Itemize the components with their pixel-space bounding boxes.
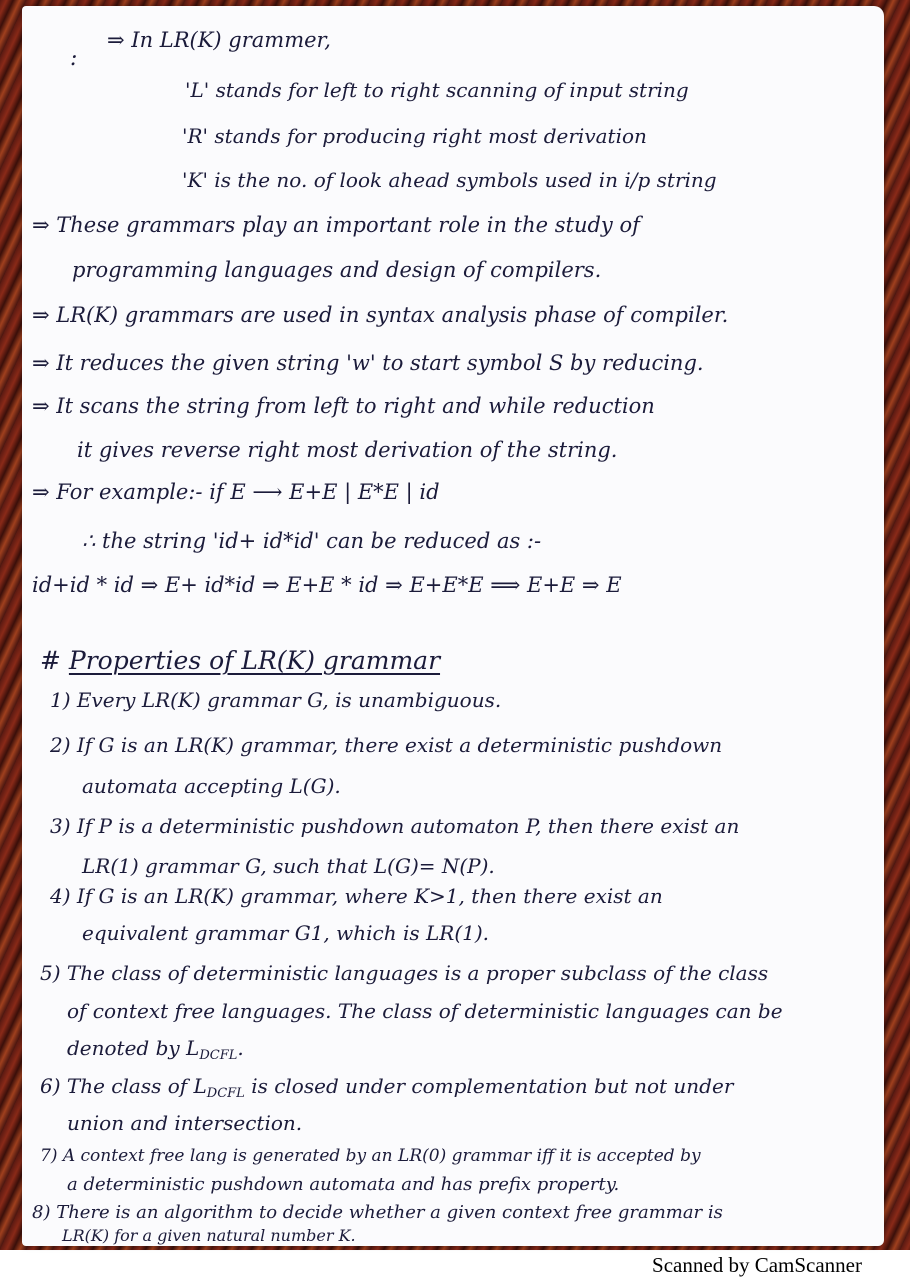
dcfl-subscript: DCFL: [199, 1048, 238, 1063]
intro-title: ⇒ In LR(K) grammer,: [107, 28, 331, 52]
property-8-cont: LR(K) for a given natural number K.: [62, 1226, 356, 1245]
margin-dots: :: [70, 46, 78, 71]
l-definition: 'L' stands for left to right scanning of input string: [185, 78, 689, 102]
point-scans-string-cont: it gives reverse right most derivation of the string.: [77, 438, 618, 462]
property-5-cont: of context free languages. The class of deterministic languages can be: [67, 999, 783, 1023]
example-reduction: id+id * id ⇒ E+ id*id ⇒ E+E * id ⇒ E+E*E ⟹ E+E ⇒ E: [32, 573, 622, 597]
property-2: 2) If G is an LR(K) grammar, there exist a deterministic pushdown: [50, 733, 723, 757]
property-4-cont: equivalent grammar G1, which is LR(1).: [82, 921, 490, 945]
property-3: 3) If P is a deterministic pushdown automaton P, then there exist an: [50, 814, 740, 838]
property-6-start: 6) The class of: [40, 1074, 188, 1098]
point-grammars-role: ⇒ These grammars play an important role in the study of: [32, 213, 640, 237]
r-definition: 'R' stands for producing right most derivation: [182, 124, 647, 148]
property-1: 1) Every LR(K) grammar G, is unambiguous.: [50, 688, 502, 712]
notebook-page: [22, 6, 884, 1246]
property-4: 4) If G is an LR(K) grammar, where K>1, then there exist an: [50, 884, 663, 908]
property-7-cont: a deterministic pushdown automata and has prefix property.: [67, 1174, 620, 1195]
properties-heading: [40, 646, 440, 676]
property-8: 8) There is an algorithm to decide whether a given context free grammar is: [32, 1202, 723, 1223]
scanner-watermark: Scanned by CamScanner: [652, 1253, 862, 1277]
property-3-cont: LR(1) grammar G, such that L(G)= N(P).: [82, 854, 495, 878]
property-6-cont: union and intersection.: [67, 1111, 303, 1135]
property-7: 7) A context free lang is generated by an LR(0) grammar iff it is accepted by: [40, 1146, 701, 1166]
property-6-end: is closed under complementation but not under: [251, 1074, 734, 1098]
hash-symbol: #: [40, 646, 61, 675]
k-definition: 'K' is the no. of look ahead symbols used in i/p string: [182, 168, 717, 192]
property-5: 5) The class of deterministic languages is a proper subclass of the class: [40, 961, 769, 985]
dcfl-subscript-2: DCFL: [206, 1086, 245, 1101]
point-grammars-role-cont: programming languages and design of compilers.: [72, 258, 602, 282]
point-scans-string: ⇒ It scans the string from left to right and while reduction: [32, 394, 655, 418]
example-grammar: ⇒ For example:- if E ⟶ E+E | E*E | id: [32, 480, 440, 504]
denoted-by-text: denoted by L: [67, 1036, 200, 1060]
property-2-cont: automata accepting L(G).: [82, 774, 341, 798]
l-letter: L: [193, 1074, 207, 1098]
properties-title: Properties of LR(K) grammar: [68, 646, 441, 675]
point-reduces-string: ⇒ It reduces the given string 'w' to start symbol S by reducing.: [32, 351, 704, 375]
property-5-denoted: denoted by $L_{DCFL}$.: [67, 1036, 244, 1063]
example-string: ∴ the string 'id+ id*id' can be reduced as :-: [82, 529, 542, 553]
property-6: [40, 1074, 733, 1102]
point-syntax-analysis: ⇒ LR(K) grammars are used in syntax analysis phase of compiler.: [32, 303, 729, 327]
